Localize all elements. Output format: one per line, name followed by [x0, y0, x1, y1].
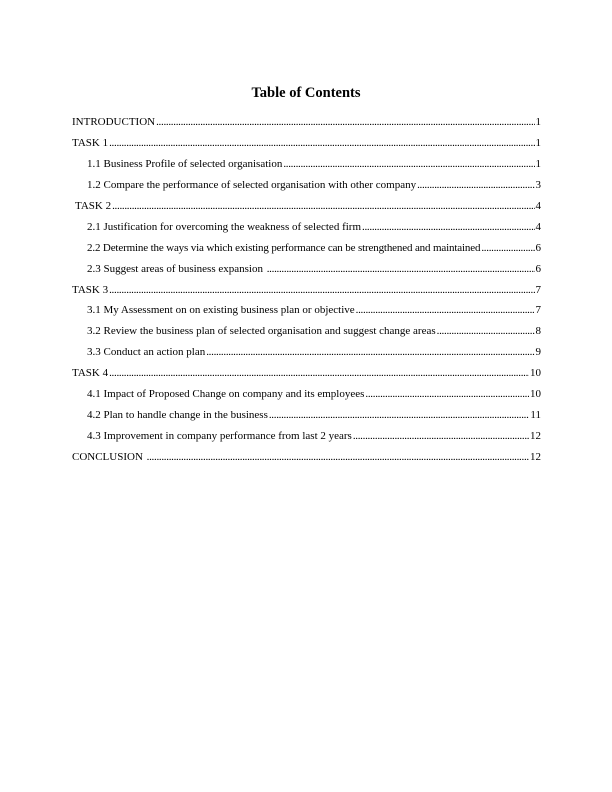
toc-title: Table of Contents: [251, 85, 361, 101]
toc-page-number: 7: [535, 304, 541, 317]
toc-entry-4-3[interactable]: [72, 427, 541, 448]
toc-dot-leader: [356, 303, 535, 317]
toc-page-number: 1: [535, 157, 541, 170]
toc-page-number: 7: [535, 283, 541, 296]
toc-page-number: 1: [535, 136, 541, 149]
toc-entry-text: 2.1 Justification for overcoming the weakness of selected firm: [87, 220, 362, 233]
toc-dot-leader: [206, 345, 534, 359]
toc-entry-introduction[interactable]: [72, 113, 541, 134]
toc-dot-leader: [109, 366, 529, 380]
toc-page-number: 8: [535, 325, 541, 338]
toc-entry-2-1[interactable]: [72, 218, 541, 239]
toc-dot-leader: [109, 136, 534, 150]
toc-entry-text: 2.3 Suggest areas of business expansion: [87, 262, 266, 275]
toc-page-number: 9: [535, 346, 541, 359]
toc-entry-text: TASK 4: [72, 367, 109, 380]
toc-dot-leader: [417, 178, 534, 192]
toc-page-number: 3: [535, 178, 541, 191]
toc-page-number: 12: [530, 451, 541, 463]
toc-entry-text: 1.2 Compare the performance of selected organisation with other company: [87, 178, 417, 191]
toc-dot-leader: [112, 199, 534, 213]
toc-entry-4-1[interactable]: [72, 385, 541, 406]
toc-page-number: 6: [535, 241, 541, 254]
toc-dot-leader: [109, 283, 534, 297]
toc-dot-leader: [147, 450, 529, 464]
toc-entry-text: 3.1 My Assessment on on existing business plan or objective: [87, 304, 355, 317]
toc-entry-conclusion[interactable]: [72, 448, 541, 469]
toc-entry-text: 2.2 Determine the ways via which existing performance can be strengthened and maintained: [87, 241, 481, 254]
toc-page-number: 4: [535, 199, 541, 212]
toc-dot-leader: [267, 262, 535, 276]
toc-entry-text: TASK 3: [72, 283, 109, 296]
toc-entry-task-4[interactable]: [72, 364, 541, 385]
toc-page-number: 4: [535, 220, 541, 233]
toc-entry-text: TASK 2: [75, 199, 112, 212]
toc-page-number: 10: [530, 367, 541, 380]
toc-entry-2-3[interactable]: [72, 260, 541, 281]
toc-page-number: 12: [530, 430, 541, 443]
toc-list: [72, 113, 541, 469]
toc-entry-text: 4.1 Impact of Proposed Change on company and its employees: [87, 388, 365, 401]
toc-dot-leader: [283, 157, 534, 171]
toc-dot-leader: [365, 387, 529, 401]
toc-entry-text: INTRODUCTION: [72, 116, 156, 128]
toc-entry-text: 3.3 Conduct an action plan: [87, 346, 206, 359]
toc-entry-text: 1.1 Business Profile of selected organisation: [87, 157, 283, 170]
toc-dot-leader: [353, 429, 529, 443]
toc-entry-1-1[interactable]: [72, 155, 541, 176]
toc-page-number: 1: [535, 116, 541, 128]
toc-entry-text: 4.2 Plan to handle change in the business: [87, 409, 268, 422]
toc-dot-leader: [481, 241, 534, 255]
toc-dot-leader: [269, 408, 530, 422]
toc-entry-4-2[interactable]: [72, 406, 541, 427]
toc-entry-task-3[interactable]: [72, 281, 541, 302]
toc-entry-3-2[interactable]: [72, 322, 541, 343]
toc-page-number: 11: [530, 409, 541, 422]
toc-dot-leader: [156, 115, 534, 129]
toc-entry-task-2[interactable]: [72, 197, 541, 218]
toc-entry-3-3[interactable]: [72, 343, 541, 364]
toc-entry-1-2[interactable]: [72, 176, 541, 197]
toc-dot-leader: [362, 220, 534, 234]
toc-page-number: 10: [530, 388, 541, 401]
toc-entry-2-2[interactable]: [72, 239, 541, 260]
toc-entry-text: 3.2 Review the business plan of selected organisation and suggest change areas: [87, 325, 436, 338]
toc-entry-text: 4.3 Improvement in company performance from last 2 years: [87, 430, 352, 443]
toc-dot-leader: [437, 324, 535, 338]
toc-entry-text: CONCLUSION: [72, 451, 146, 463]
toc-entry-text: TASK 1: [72, 136, 109, 149]
toc-entry-task-1[interactable]: [72, 134, 541, 155]
toc-entry-3-1[interactable]: [72, 301, 541, 322]
toc-page-number: 6: [535, 262, 541, 275]
